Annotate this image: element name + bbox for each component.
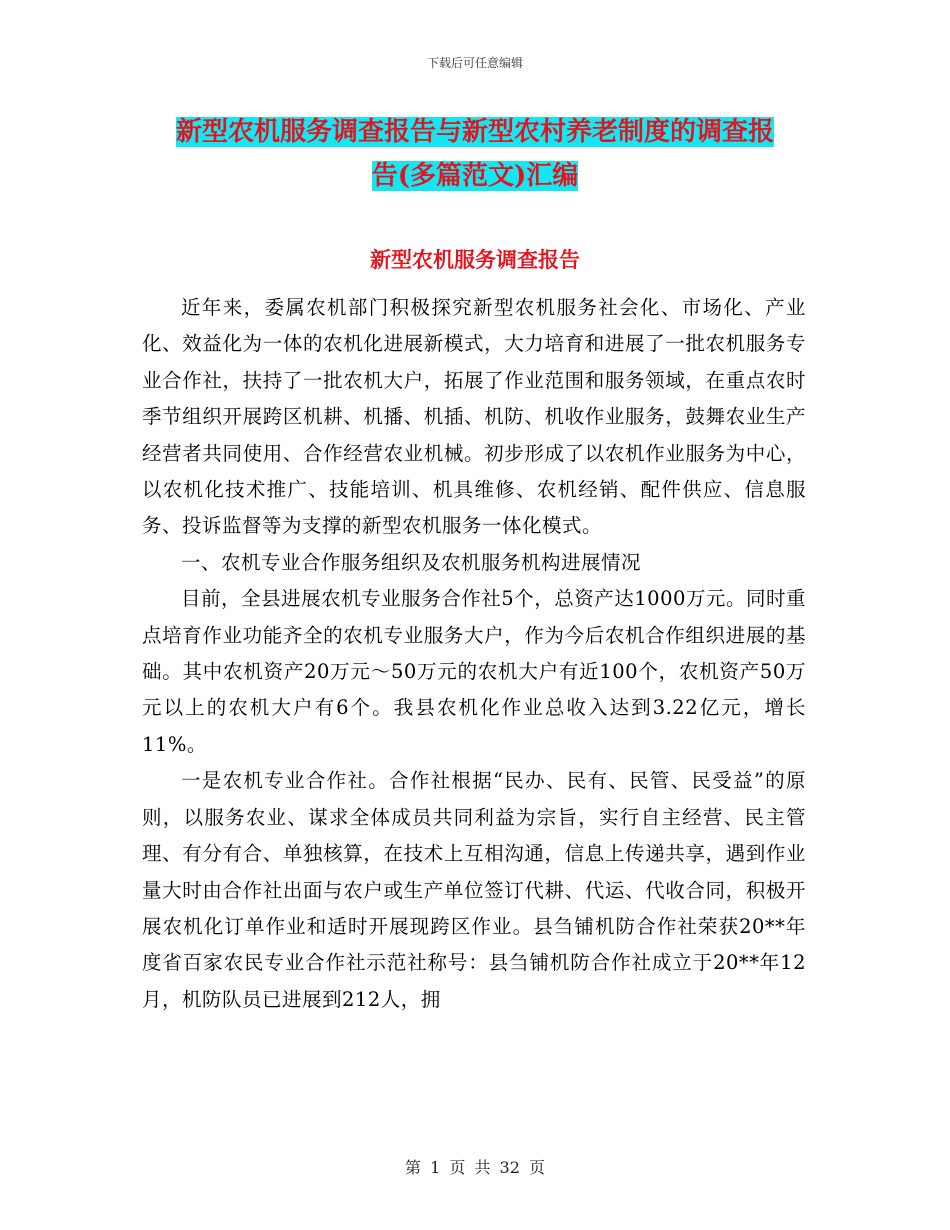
page-footer: 第 1 页 共 32 页 — [405, 1158, 545, 1177]
header-note: 下载后可任意编辑 — [426, 56, 523, 70]
paragraph-heading: 一、农机专业合作服务组织及农机服务机构进展情况 — [181, 550, 642, 574]
paragraph: 一是农机专业合作社。合作社根据“民办、民有、民管、民受益”的原则，以服务农业、谋求全体成员共同利益为宗旨，实行自主经营、民主管理、有分有合、单独核算，在技术上互相沟通，信息上传递共享，遇到作业量大时由合作社出面与农户或生产单位签订代耕、代运、代收合同，积极开展农机化订单作业和适时开展现跨区作业。县刍铺机防合作社荣获20**年度省百家农民专业合作社示范社称号：县刍铺机防合作社成立于20**年12月，机防队员已进展到212人，拥 — [142, 769, 806, 1011]
paragraph: 近年来，委属农机部门积极探究新型农机服务社会化、市场化、产业化、效益化为一体的农机化进展新模式，大力培育和进展了一批农机服务专业合作社，扶持了一批农机大户，拓展了作业范围和服务领域，在重点农时季节组织开展跨区机耕、机播、机插、机防、机收作业服务，鼓舞农业生产经营者共同使用、合作经营农业机械。初步形成了以农机作业服务为中心，以农机化技术推广、技能培训、机具维修、农机经销、配件供应、信息服务、投诉监督等为支撑的新型农机服务一体化模式。 — [142, 296, 806, 538]
section-title: 新型农机服务调查报告 — [370, 247, 580, 272]
title-highlight: 告(多篇范文)汇编 — [371, 161, 579, 191]
body-text — [142, 290, 806, 1018]
document-title-line-2 — [140, 148, 810, 204]
paragraph: 目前，全县进展农机专业服务合作社5个，总资产达1000万元。同时重点培育作业功能齐全的农机专业服务大户，作为今后农机合作组织进展的基础。其中农机资产20万元～50万元的农机大户有近100个，农机资产50万元以上的农机大户有6个。我县农机化作业总收入达到3.22亿元，增长11%。 — [142, 587, 806, 756]
title-highlight: 新型农机服务调查报告与新型农村养老制度的调查报 — [175, 117, 774, 147]
